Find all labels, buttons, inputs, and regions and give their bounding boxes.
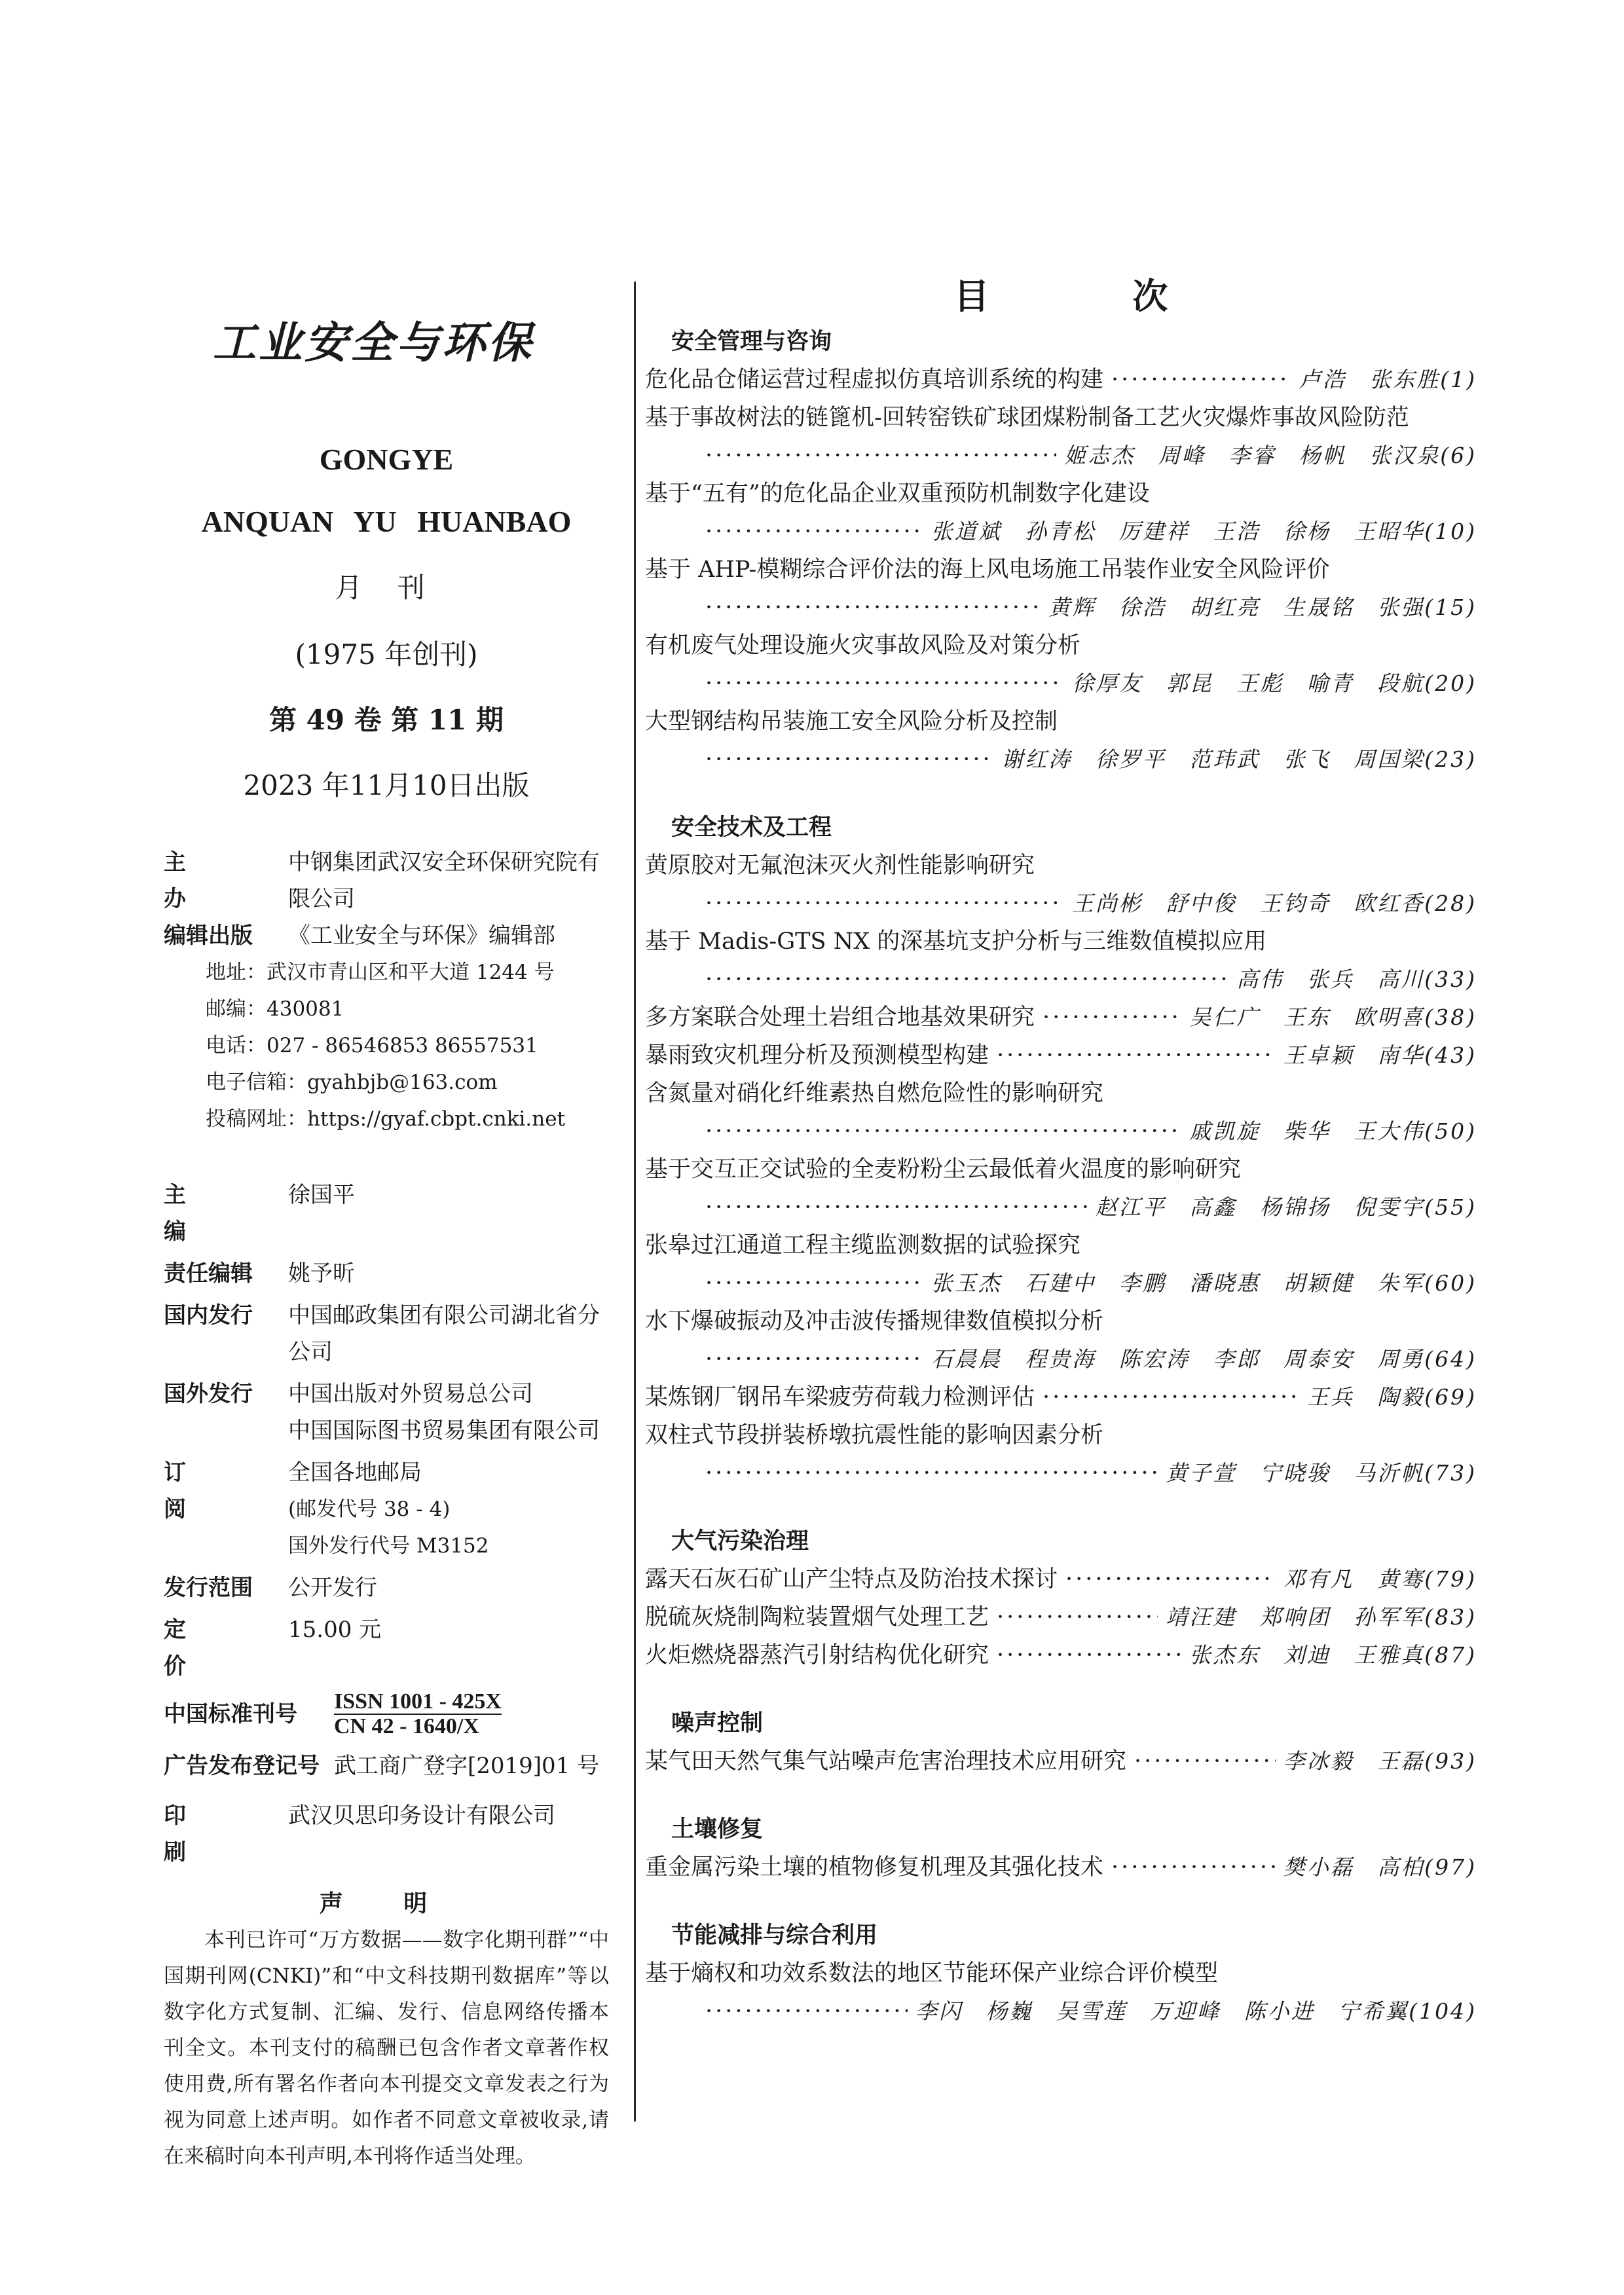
chief-value: 徐国平 [288, 1182, 355, 1208]
entry-authors: 黄子萱 宁晓骏 马沂帆(73) [1166, 1460, 1477, 1486]
toc-section [645, 323, 1477, 779]
entry-title: 有机废气处理设施火灾事故风险及对策分析 [645, 633, 1081, 659]
entry-line [645, 1378, 1477, 1416]
entry-title: 基于 Madis-GTS NX 的深基坑支护分析与三维数值模拟应用 [645, 928, 1267, 955]
subscribe-row [164, 1454, 609, 1564]
chief-label: 主 编 [164, 1182, 212, 1245]
section-heading: 安全管理与咨询 [671, 329, 832, 355]
sponsor-row [164, 844, 609, 917]
chief-row [164, 1177, 609, 1250]
editor-label: 编辑出版 [164, 923, 253, 949]
toc-entry[interactable] [645, 551, 1477, 627]
section-heading: 节能减排与综合利用 [671, 1922, 878, 1949]
entry-author-line [645, 1112, 1477, 1150]
leader-dots [1111, 1848, 1276, 1886]
entry-authors: 高伟 张兵 高川(33) [1236, 966, 1477, 992]
toc-entry[interactable] [645, 399, 1477, 475]
entry-title: 张皋过江通道工程主缆监测数据的试验探究 [645, 1232, 1081, 1258]
entry-authors: 王卓颖 南华(43) [1283, 1042, 1477, 1068]
toc-section [645, 809, 1477, 1492]
entry-line [645, 1560, 1477, 1598]
entry-line [645, 1598, 1477, 1636]
foreign-dist-2: 中国国际图书贸易集团有限公司 [288, 1418, 600, 1444]
domestic-dist-row [164, 1297, 609, 1370]
entry-author-line [645, 741, 1477, 779]
entry-title-line [645, 1226, 1477, 1264]
leader-dots [1065, 1560, 1276, 1598]
entry-title: 基于交互正交试验的全麦粉粉尘云最低着火温度的影响研究 [645, 1156, 1242, 1183]
resp-editor-label: 责任编辑 [164, 1260, 253, 1287]
email: 电子信箱：gyahbjb@163.com [206, 1071, 498, 1094]
leader-dots [705, 1454, 1158, 1492]
entry-title: 大型钢结构吊装施工安全风险分析及控制 [645, 708, 1058, 735]
foreign-dist-label: 国外发行 [164, 1381, 253, 1407]
domestic-dist-value: 中国邮政集团有限公司湖北省分公司 [288, 1302, 600, 1365]
sponsor-value: 中钢集团武汉安全环保研究院有限公司 [288, 849, 600, 912]
frequency: 月 刊 [335, 572, 438, 604]
leader-dots [1043, 999, 1181, 1037]
phone: 电话：027 - 86546853 86557531 [206, 1034, 538, 1057]
entry-author-line [645, 885, 1477, 923]
entry-title: 基于熵权和功效系数法的地区节能环保产业综合评价模型 [645, 1960, 1219, 1987]
entry-author-line [645, 589, 1477, 627]
leader-dots [705, 961, 1228, 999]
entry-line [645, 1742, 1477, 1780]
issn-label: 中国标准刊号 [164, 1701, 297, 1727]
subscribe-2: (邮发代号 38 - 4) [288, 1497, 451, 1521]
entry-line [645, 1636, 1477, 1674]
founded-year: (1975 年创刊) [295, 638, 478, 670]
issn-block [334, 1690, 502, 1738]
entry-title-line [645, 1074, 1477, 1112]
journal-logo: 工业安全与环保 [213, 317, 534, 368]
entry-title-line [645, 1302, 1477, 1340]
toc-entry[interactable] [645, 1226, 1477, 1302]
declaration-title: 声 明 [319, 1890, 454, 1917]
toc-entry[interactable] [645, 1378, 1477, 1416]
publication-date: 2023 年11月10日出版 [243, 769, 530, 801]
cn-number: CN 42 - 1640/X [334, 1714, 479, 1738]
scope-label: 发行范围 [164, 1575, 253, 1601]
entry-authors: 吴仁广 王东 欧明喜(38) [1189, 1004, 1477, 1030]
toc-title: 目 次 [953, 276, 1234, 317]
entry-title: 某炼钢厂钢吊车梁疲劳荷载力检测评估 [645, 1384, 1035, 1410]
ad-label: 广告发布登记号 [164, 1753, 320, 1779]
leader-dots [997, 1037, 1276, 1074]
leader-dots [705, 1340, 923, 1378]
entry-title: 暴雨致灾机理分析及预测模型构建 [645, 1042, 989, 1069]
toc-section [645, 1704, 1477, 1780]
entry-authors: 靖汪建 郑响团 孙军军(83) [1166, 1604, 1477, 1630]
entry-title: 基于事故树法的链篦机-回转窑铁矿球团煤粉制备工艺火灾爆炸事故风险防范 [645, 405, 1409, 431]
section-heading: 安全技术及工程 [671, 815, 832, 841]
entry-authors: 王兵 陶毅(69) [1306, 1384, 1477, 1410]
entry-line [645, 361, 1477, 399]
entry-author-line [645, 961, 1477, 999]
section-heading: 噪声控制 [671, 1710, 764, 1736]
foreign-dist-1: 中国出版对外贸易总公司 [288, 1381, 533, 1407]
toc-entry[interactable] [645, 1150, 1477, 1226]
entry-title-line [645, 475, 1477, 513]
leader-dots [705, 1188, 1088, 1226]
entry-author-line [645, 1340, 1477, 1378]
toc-section [645, 1917, 1477, 2030]
leader-dots [705, 513, 923, 551]
entry-title: 火炬燃烧器蒸汽引射结构优化研究 [645, 1642, 989, 1668]
submission-url: 投稿网址：https://gyaf.cbpt.cnki.net [206, 1107, 566, 1131]
toc-section [645, 1810, 1477, 1886]
entry-author-line [645, 1188, 1477, 1226]
entry-authors: 黄辉 徐浩 胡红亮 生晟铭 张强(15) [1048, 595, 1477, 620]
subscribe-1: 全国各地邮局 [288, 1460, 422, 1486]
entry-title: 重金属污染土壤的植物修复机理及其强化技术 [645, 1854, 1104, 1881]
volume-issue: 第 49 卷 第 11 期 [268, 704, 504, 736]
table-of-contents [645, 268, 1477, 2030]
entry-authors: 石晨晨 程贵海 陈宏涛 李郎 周泰安 周勇(64) [931, 1346, 1477, 1372]
toc-entry[interactable] [645, 1636, 1477, 1674]
toc-entry[interactable] [645, 361, 1477, 399]
entry-author-line [645, 437, 1477, 475]
toc-entry[interactable] [645, 1416, 1477, 1492]
entry-authors: 谢红涛 徐罗平 范玮武 张飞 周国梁(23) [1001, 746, 1477, 772]
leader-dots [997, 1636, 1181, 1674]
entry-line [645, 1037, 1477, 1074]
price-row [164, 1611, 609, 1685]
leader-dots [1111, 361, 1291, 399]
domestic-dist-label: 国内发行 [164, 1302, 253, 1329]
leader-dots [705, 885, 1064, 923]
toc-entry[interactable] [645, 627, 1477, 703]
printer-value: 武汉贝思印务设计有限公司 [288, 1803, 555, 1829]
entry-title: 多方案联合处理土岩组合地基效果研究 [645, 1004, 1035, 1031]
price-value: 15.00 元 [288, 1617, 382, 1643]
leader-dots [1043, 1378, 1299, 1416]
entry-authors: 李冰毅 王磊(93) [1283, 1748, 1477, 1774]
printer-label: 印 刷 [164, 1803, 212, 1865]
entry-authors: 赵江平 高鑫 杨锦扬 倪雯宇(55) [1095, 1194, 1477, 1220]
entry-authors: 邓有凡 黄骞(79) [1283, 1566, 1477, 1592]
toc-entry[interactable] [645, 1955, 1477, 2030]
entry-authors: 张杰东 刘迪 王雅真(87) [1189, 1642, 1477, 1668]
toc-entry[interactable] [645, 999, 1477, 1037]
entry-title-line [645, 1416, 1477, 1454]
entry-line [645, 1848, 1477, 1886]
toc-entry[interactable] [645, 1848, 1477, 1886]
subscribe-3: 国外发行代号 M3152 [288, 1534, 489, 1558]
leader-dots [705, 437, 1056, 475]
entry-authors: 张玉杰 石建中 李鹏 潘晓惠 胡颖健 朱军(60) [931, 1270, 1477, 1296]
leader-dots [705, 741, 993, 779]
staff-info [164, 1177, 609, 1871]
entry-title-line [645, 703, 1477, 741]
entry-title: 黄原胶对无氟泡沫灭火剂性能影响研究 [645, 853, 1035, 879]
editor-row [164, 917, 609, 954]
subscribe-label: 订 阅 [164, 1460, 212, 1522]
entry-author-line [645, 1264, 1477, 1302]
entry-authors: 姬志杰 周峰 李睿 杨帆 张汉泉(6) [1064, 443, 1477, 468]
entry-authors: 王尚彬 舒中俊 王钧奇 欧红香(28) [1071, 890, 1477, 916]
leader-dots [705, 1264, 923, 1302]
entry-line [645, 999, 1477, 1037]
toc-entry[interactable] [645, 703, 1477, 779]
toc-entry[interactable] [645, 475, 1477, 551]
leader-dots [997, 1598, 1158, 1636]
toc-entry[interactable] [645, 847, 1477, 923]
ad-value: 武工商广登字[2019]01 号 [334, 1753, 600, 1779]
entry-title: 脱硫灰烧制陶粒装置烟气处理工艺 [645, 1604, 989, 1630]
toc-entry[interactable] [645, 1074, 1477, 1150]
entry-title-line [645, 1150, 1477, 1188]
entry-author-line [645, 1992, 1477, 2030]
entry-authors: 戚凯旋 柴华 王大伟(50) [1189, 1118, 1477, 1144]
entry-author-line [645, 665, 1477, 703]
foreign-dist-values [288, 1376, 609, 1449]
toc-entry[interactable] [645, 1742, 1477, 1780]
entry-authors: 徐厚友 郭昆 王彪 喻青 段航(20) [1072, 670, 1477, 696]
entry-title: 双柱式节段拼装桥墩抗震性能的影响因素分析 [645, 1422, 1104, 1448]
toc-entry[interactable] [645, 1302, 1477, 1378]
ad-row [164, 1748, 609, 1784]
leader-dots [705, 1992, 908, 2030]
entry-title: 危化品仓储运营过程虚拟仿真培训系统的构建 [645, 367, 1104, 393]
declaration-body: 本刊已许可“万方数据——数字化期刊群”“中国期刊网(CNKI)”和“中文科技期刊数据库”等以数字化方式复制、汇编、发行、信息网络传播本刊全文。本刊支付的稿酬已包含作者文章著作权使用费,所有署名作者向本刊提交文章发表之行为视为同意上述声明。如作者不同意文章被收录,请在来稿时向本刊声明,本刊将作适当处理。 [164, 1928, 609, 2168]
editor-value: 《工业安全与环保》编辑部 [288, 923, 555, 949]
entry-authors: 李闪 杨巍 吴雪莲 万迎峰 陈小进 宁希翼(104) [915, 1998, 1477, 2024]
column-divider [634, 282, 636, 2121]
entry-title: 某气田天然气集气站噪声危害治理技术应用研究 [645, 1748, 1127, 1774]
entry-title-line [645, 923, 1477, 961]
entry-authors: 张道斌 孙青松 厉建祥 王浩 徐杨 王昭华(10) [931, 519, 1477, 544]
entry-title: 露天石灰石矿山产尘特点及防治技术探讨 [645, 1566, 1058, 1592]
address: 地址：武汉市青山区和平大道 1244 号 [206, 961, 555, 984]
section-heading: 土壤修复 [671, 1816, 764, 1843]
entry-title-line [645, 399, 1477, 437]
scope-row [164, 1570, 609, 1606]
entry-author-line [645, 513, 1477, 551]
toc-section [645, 1522, 1477, 1674]
toc-entry[interactable] [645, 1560, 1477, 1598]
entry-author-line [645, 1454, 1477, 1492]
issn-number: ISSN 1001 - 425X [334, 1689, 502, 1714]
foreign-dist-row [164, 1376, 609, 1449]
issn-row [164, 1690, 609, 1738]
entry-title: 水下爆破振动及冲击波传播规律数值模拟分析 [645, 1308, 1104, 1334]
subscribe-values [288, 1454, 609, 1564]
resp-editor-row [164, 1255, 609, 1292]
journal-title-en-1: GONGYE [319, 443, 454, 476]
entry-title: 基于 AHP-模糊综合评价法的海上风电场施工吊装作业安全风险评价 [645, 557, 1330, 583]
section-heading: 大气污染治理 [671, 1528, 809, 1554]
scope-value: 公开发行 [288, 1575, 377, 1601]
entry-title-line [645, 627, 1477, 665]
leader-dots [705, 1112, 1181, 1150]
publisher-info [164, 844, 609, 1137]
postcode: 邮编：430081 [206, 997, 344, 1021]
entry-title-line [645, 1955, 1477, 1992]
entry-title: 含氮量对硝化纤维素热自燃危险性的影响研究 [645, 1080, 1104, 1107]
price-label: 定 价 [164, 1617, 212, 1680]
entry-authors: 樊小磊 高柏(97) [1283, 1854, 1477, 1880]
toc-entry[interactable] [645, 1598, 1477, 1636]
sponsor-label: 主 办 [164, 849, 212, 912]
toc-entry[interactable] [645, 923, 1477, 999]
printer-row [164, 1797, 609, 1871]
toc-entry[interactable] [645, 1037, 1477, 1074]
entry-title: 基于“五有”的危化品企业双重预防机制数字化建设 [645, 481, 1150, 507]
masthead-column [164, 308, 609, 2175]
journal-title-en-2: ANQUAN YU HUANBAO [201, 505, 572, 538]
resp-editor-value: 姚予昕 [288, 1260, 355, 1287]
toc-body [645, 323, 1477, 2030]
leader-dots [705, 589, 1041, 627]
leader-dots [705, 665, 1064, 703]
entry-title-line [645, 551, 1477, 589]
entry-authors: 卢浩 张东胜(1) [1299, 367, 1477, 392]
leader-dots [1134, 1742, 1276, 1780]
entry-title-line [645, 847, 1477, 885]
